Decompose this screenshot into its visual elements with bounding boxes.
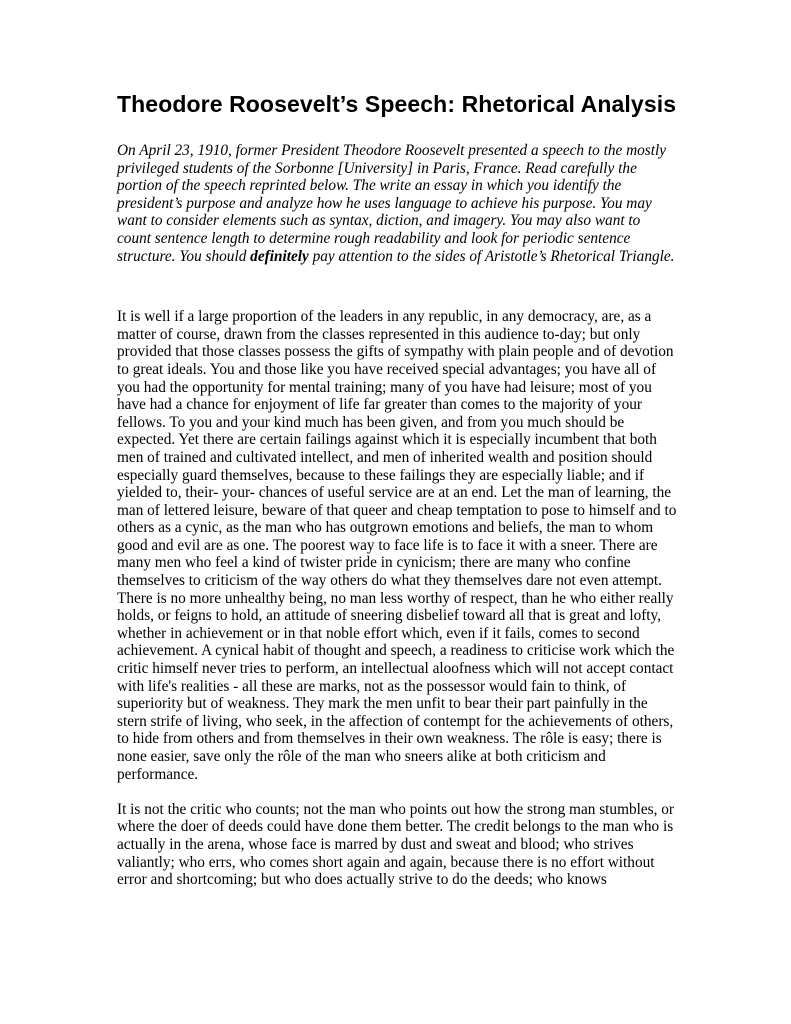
speech-paragraph-1: It is well if a large proportion of the leaders in any republic, in any democracy, are, as a matter of course, drawn from the classes represented in this audience to-day; but only provided that those classes possess the gifts of sympathy with plain people and of devotion to great ideals. You and those like you have received special advantages; you have all of you had the opportunity for mental training; many of you have had leisure; most of you have had a chance for enjoyment of life far greater than comes to the majority of your fellows. To you and your kind much has been given, and from you much should be expected. Yet there are certain failings against which it is especially incumbent that both men of trained and cultivated intellect, and men of inherited wealth and position should especially guard themselves, because to these failings they are especially liable; and if yielded to, their- your- chances of useful service are at an end. Let the man of learning, the man of lettered leisure, beware of that queer and cheap temptation to pose to himself and to others as a cynic, as the man who has outgrown emotions and beliefs, the man to whom good and evil are as one. The poorest way to face life is to face it with a sneer. There are many men who feel a kind of twister pride in cynicism; there are many who confine themselves to criticism of the way others do what they themselves dare not even attempt. There is no more unhealthy being, no man less worthy of respect, than he who either really holds, or feigns to hold, an attitude of sneering disbelief toward all that is great and lofty, whether in achievement or in that noble effort which, even if it fails, comes to second achievement. A cynical habit of thought and speech, a readiness to criticise work which the critic himself never tries to perform, an intellectual aloofness which will not accept contact with life's realities - all these are marks, not as the possessor would fain to think, of superiority but of weakness. They mark the men unfit to bear their part painfully in the stern strife of living, who seek, in the affection of contempt for the achievements of others, to hide from others and from themselves in their own weakness. The rôle is easy; there is none easier, save only the rôle of the man who sneers alike at both criticism and performance. [117, 308, 677, 783]
document-page [117, 92, 677, 906]
speech-paragraph-2: It is not the critic who counts; not the man who points out how the strong man stumbles, or where the doer of deeds could have done them better. The credit belongs to the man who is actually in the arena, whose face is marred by dust and sweat and blood; who strives valiantly; who errs, who comes short again and again, because there is no effort without error and shortcoming; but who does actually strive to do the deeds; who knows [117, 800, 674, 889]
prompt-emphasis: definitely [250, 247, 309, 265]
assignment-prompt [117, 142, 677, 265]
document-title: Theodore Roosevelt’s Speech: Rhetorical Analysis [117, 91, 677, 117]
prompt-text-end: pay attention to the sides of Aristotle’s Rhetorical Triangle. [308, 247, 675, 265]
prompt-text-start: On April 23, 1910, former President Theodore Roosevelt presented a speech to the mostly privileged students of the Sorbonne [University] in Paris, France. Read carefully the portion of the speech reprinted below. The write an essay in which you identify the president’s purpose and analyze how he uses language to achieve his purpose. You may want to consider elements such as syntax, diction, and imagery. You may also want to count sentence length to determine rough readability and look for periodic sentence structure. You should [117, 142, 667, 265]
